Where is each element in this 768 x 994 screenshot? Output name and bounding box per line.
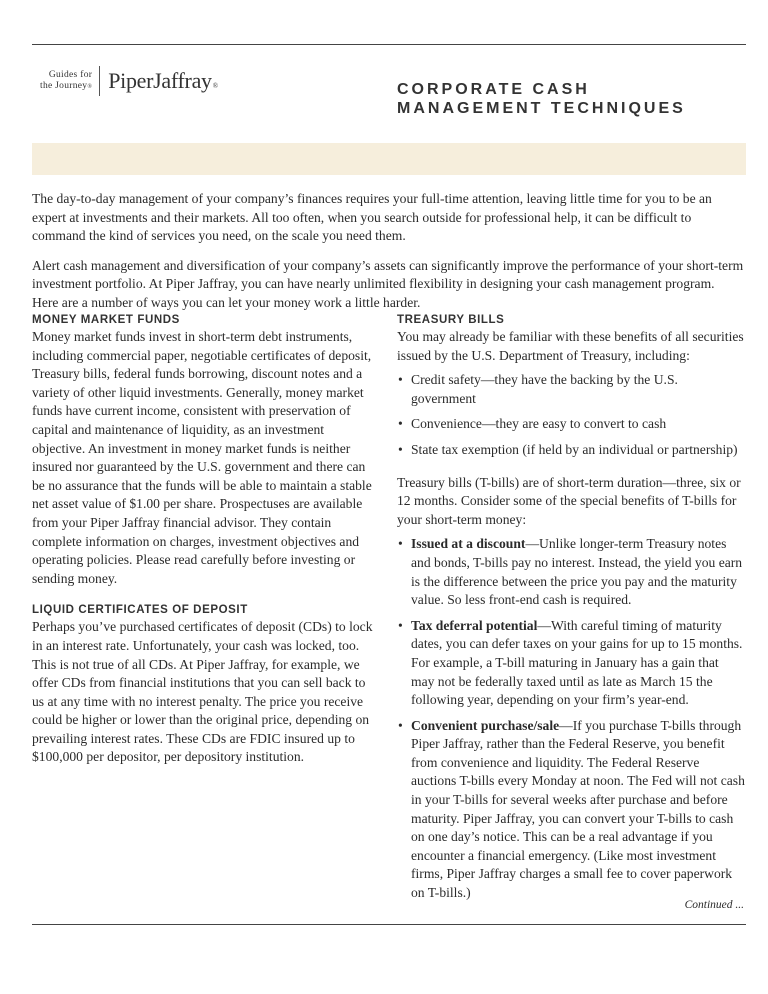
left-column — [32, 312, 374, 781]
intro-section — [32, 190, 744, 323]
money-market-funds-text: Money market funds invest in short-term debt instruments, including commercial paper, negotiable certificates of deposit, Treasury bills, federal funds borrowing, discount notes and a variety of other liquid investments. Generally, money market funds have current income, consistent with preservation of capital and maintenance of liquidity, as an investment objective. An investment in money market funds is neither insured nor guaranteed by the U.S. government and there can be no assurance that the funds will be able to maintain a stable net asset value of $1.00 per share. Prospectuses are available from your Piper Jaffray financial advisor. They contain complete information on charges, investment objectives and operating policies. Please read carefully before investing or sending money. — [32, 329, 372, 586]
intro-paragraph-1: The day-to-day management of your company’s finances requires your full-time attention, leaving little time for you to be an expert at investments and their markets. All too often, when you search outside for professional help, it can be difficult to command the kind of services you need, on the scale you need them. — [32, 191, 712, 243]
continued-note: Continued ... — [684, 899, 744, 911]
top-rule — [32, 44, 746, 45]
liquid-cds-heading: LIQUID CERTIFICATES OF DEPOSIT — [32, 604, 248, 617]
money-market-funds-heading: MONEY MARKET FUNDS — [32, 314, 180, 326]
intro-paragraph-2: Alert cash management and diversification of your company’s assets can significantly improve the performance of your short-term investment portfolio. At Piper Jaffray, you can have nearly unlimited flexibility in designing your cash management program. Here are a number of ways you can let your money work a little harder. — [32, 257, 744, 310]
piper-jaffray-logo — [40, 66, 218, 96]
treasury-bills-paragraph: Treasury bills (T-bills) are of short-term duration—three, six or 12 months. Consider some of the special benefits of T-bills for your short-term money: — [397, 474, 741, 527]
brand-wordmark: PiperJaffray® — [108, 68, 218, 93]
logo-divider — [99, 66, 100, 96]
list-item: • Credit safety—they have the backing by the U.S. government — [397, 371, 745, 408]
treasury-bills-intro: You may already be familiar with these benefits of all securities issued by the U.S. Department of Treasury, including: — [397, 329, 744, 363]
list-item: • Tax deferral potential—With careful timing of maturity dates, you can defer taxes on your gains for up to 15 months. For example, a T-bill maturing in January has a gain that may not be federally taxed until as late as March 15 the following year, depending on your firm’s year-end. — [397, 617, 745, 710]
list-item: • Convenient purchase/sale—If you purchase T-bills through Piper Jaffray, rather than the Federal Reserve, you benefit from convenience and liquidity. The Federal Reserve auctions T-bills every Monday at noon. The Fed will not cash in your T-bills for several weeks after purchase and before maturity. Piper Jaffray, you can convert your T-bills to cash on one day’s notice. This can be a real advantage if you encounter a financial emergency. (Like most investment firms, Piper Jaffray charges a small fee to cover paperwork on T-bills.) — [397, 717, 745, 903]
treasury-bills-heading: TREASURY BILLS — [397, 314, 505, 326]
page-title: CORPORATE CASH MANAGEMENT TECHNIQUES — [397, 81, 686, 117]
treasury-benefits-list — [397, 371, 745, 459]
list-item: • State tax exemption (if held by an individual or partnership) — [397, 441, 745, 460]
tbill-special-benefits-list — [397, 535, 745, 902]
right-column — [397, 312, 745, 917]
liquid-cds-text: Perhaps you’ve purchased certificates of deposit (CDs) to lock in an interest rate. Unfortunately, your cash was locked, too. This is not true of all CDs. At Piper Jaffray, for example, we offer CDs from financial institutions that you can sell back to us at any time with no interest penalty. The price you receive could be higher or lower than the original price, depending on prevailing interest rates. These CDs are FDIC insured up to $100,000 per depositor, per depository institution. — [32, 619, 373, 765]
list-item: • Issued at a discount—Unlike longer-term Treasury notes and bonds, T-bills pay no interest. Instead, the yield you earn is the difference between the price you pay and the maturity value. So less front-end cash is required. — [397, 535, 745, 609]
bottom-rule — [32, 924, 746, 925]
header-band — [32, 143, 746, 175]
guides-for-the-journey-mark: Guides for the Journey® — [40, 69, 93, 91]
list-item: • Convenience—they are easy to convert to cash — [397, 415, 745, 434]
